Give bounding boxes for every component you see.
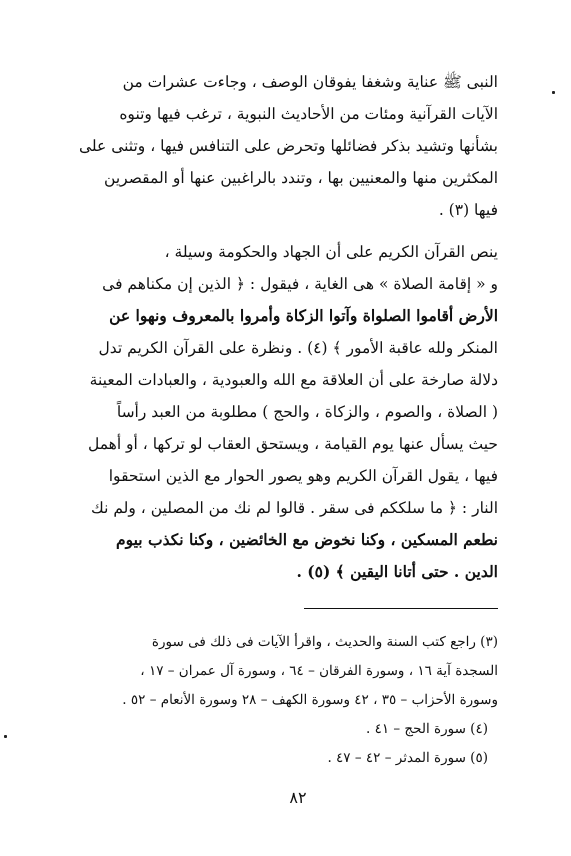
scan-speck [552,91,555,94]
footnote-line: السجدة آية ١٦ ، وسورة الفرقان – ٦٤ ، وسورة آل عمران – ١٧ ، [140,663,498,679]
text-line: ينص القرآن الكريم على أن الجهاد والحكومة وسيلة ، [164,243,498,261]
text-line: المكثرين منها والمعنيين بها ، وتندد بالراغبين عنها أو المقصرين [104,169,498,187]
text-line: الآيات القرآنية ومئات من الأحاديث النبوية ، ترغب فيها وتنوه [119,105,498,123]
text-line: فيها (٣) . [438,201,498,219]
text-line: النار : ﴿ ما سلككم فى سقر . قالوا لم نك من المصلين ، ولم نك [91,499,498,517]
paragraph-2 [78,236,498,588]
paragraph-1 [78,66,498,226]
quran-verse-line: نطعم المسكين ، وكنا نخوض مع الخائضين ، وكنا نكذب بيوم [116,530,498,549]
text-line: ( الصلاة ، والصوم ، والزكاة ، والحج ) مطلوبة من العبد رأساً [116,403,498,421]
text-line: بشأنها وتشيد بذكر فضائلها وتحرض على التنافس فيها ، وتثنى على [78,137,498,155]
scan-speck [4,735,7,738]
text-line: المنكر ولله عاقبة الأمور ﴾ (٤) . ونظرة على القرآن الكريم تدل [98,339,498,357]
footnote-line: (٤) سورة الحج – ٤١ . [365,721,488,737]
text-line: و « إقامة الصلاة » هى الغاية ، فيقول : ﴿ الذين إن مكناهم فى [102,275,498,293]
footnote-separator [304,608,498,609]
text-line: دلالة صارخة على أن العلاقة مع الله والعبودية ، والعبادات المعينة [89,371,498,389]
text-line: حيث يسأل عنها يوم القيامة ، ويستحق العقاب لو تركها ، أو أهمل [87,435,498,453]
text-line: فيها ، يقول القرآن الكريم وهو يصور الحوار مع الذين استحقوا [108,467,498,485]
footnotes [78,628,498,773]
quran-verse-line: الدين . حتى أتانا اليقين ﴾ (٥) . [296,562,498,581]
footnote-line: (٣) راجع كتب السنة والحديث ، واقرأ الآيات فى ذلك فى سورة [151,634,498,650]
footnote-line: (٥) سورة المدثر – ٤٢ – ٤٧ . [327,750,488,766]
footnote-line: وسورة الأحزاب – ٣٥ ، ٤٢ وسورة الكهف – ٢٨ وسورة الأنعام – ٥٢ . [122,692,498,708]
page-number: ٨٢ [289,788,307,807]
text-line: النبى ﷺ عناية وشغفا يفوقان الوصف ، وجاءت عشرات من [122,73,498,91]
quran-verse-line: الأرض أقاموا الصلواة وآتوا الزكاة وأمروا بالمعروف ونهوا عن [109,306,498,325]
